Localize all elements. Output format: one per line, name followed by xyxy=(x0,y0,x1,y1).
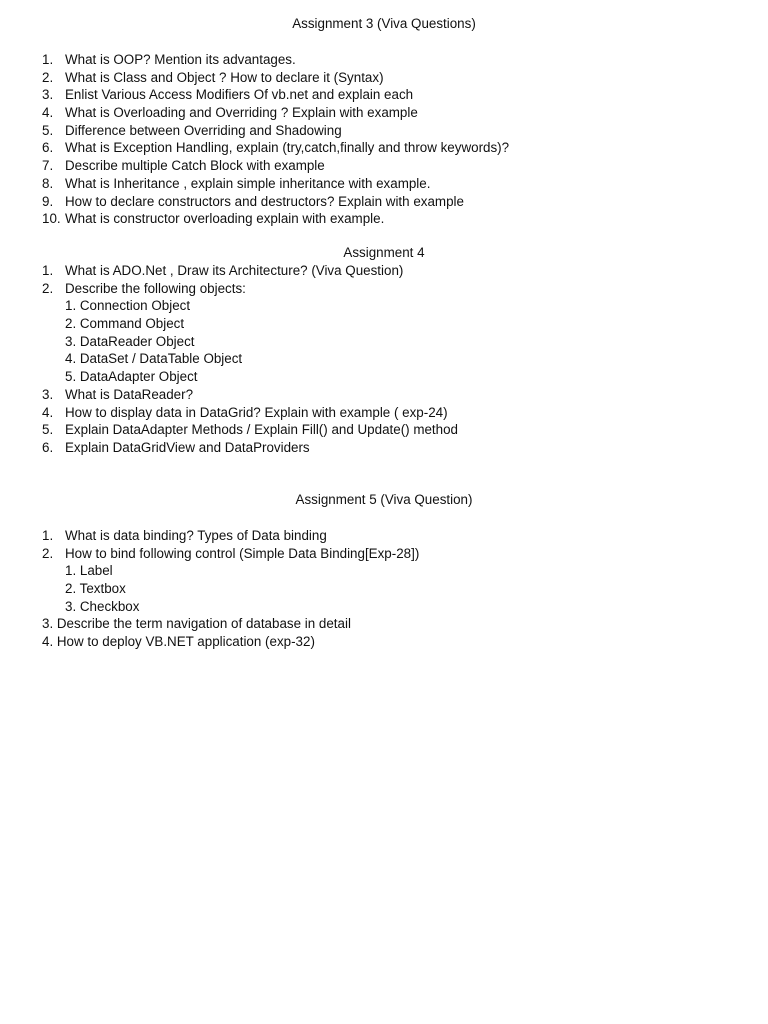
item-text: What is Exception Handling, explain (try,catch,finally and throw keywords)? xyxy=(65,140,510,156)
assignment-3-heading: Assignment 3 (Viva Questions) xyxy=(292,16,476,31)
item-number: 1. xyxy=(42,528,54,543)
subitem-text: 3. Checkbox xyxy=(65,598,140,614)
item-number: 6. xyxy=(42,439,54,455)
subitem-text: 3. DataReader Object xyxy=(65,333,195,349)
item-number: 5. xyxy=(42,122,54,138)
item-number: 4. xyxy=(42,404,54,420)
item-number: 7. xyxy=(42,158,54,174)
item-text: How to declare constructors and destructors? Explain with example xyxy=(65,193,464,209)
item-text: Describe multiple Catch Block with example xyxy=(65,158,325,174)
item-text: What is data binding? Types of Data binding xyxy=(65,528,327,543)
item-text: What is Class and Object ? How to declare it (Syntax) xyxy=(65,69,384,85)
item-number: 2. xyxy=(42,69,54,85)
item-text: What is DataReader? xyxy=(65,386,194,402)
item-text: Explain DataGridView and DataProviders xyxy=(65,439,310,455)
subitem-text: 2. Textbox xyxy=(65,581,126,597)
subitem-text: 1. Label xyxy=(65,563,113,579)
item-number: 2. xyxy=(42,545,54,561)
assignment-5-heading: Assignment 5 (Viva Question) xyxy=(295,492,473,507)
item-text: What is Inheritance , explain simple inheritance with example. xyxy=(65,175,431,191)
item-number: 1. xyxy=(42,52,54,67)
item-text: Difference between Overriding and Shadowing xyxy=(65,122,342,138)
item-number: 10. xyxy=(42,211,61,227)
item-text: 3. Describe the term navigation of database in detail xyxy=(42,616,351,632)
subitem-text: 4. DataSet / DataTable Object xyxy=(65,351,243,367)
item-number: 4. xyxy=(42,105,54,121)
item-text: How to bind following control (Simple Data Binding[Exp-28]) xyxy=(65,545,420,561)
item-number: 8. xyxy=(42,175,54,191)
item-number: 2. xyxy=(42,280,54,296)
subitem-text: 1. Connection Object xyxy=(65,298,191,314)
item-number: 9. xyxy=(42,193,54,209)
item-text: Explain DataAdapter Methods / Explain Fill() and Update() method xyxy=(65,422,458,438)
subitem-text: 2. Command Object xyxy=(65,316,185,332)
item-text: What is ADO.Net , Draw its Architecture? (Viva Question) xyxy=(65,263,404,278)
item-text: What is Overloading and Overriding ? Explain with example xyxy=(65,105,418,121)
item-number: 5. xyxy=(42,422,54,438)
item-text: 4. How to deploy VB.NET application (exp-32) xyxy=(42,634,315,650)
item-number: 1. xyxy=(42,263,54,278)
item-number: 3. xyxy=(42,87,54,103)
item-text: How to display data in DataGrid? Explain with example ( exp-24) xyxy=(65,404,448,420)
subitem-text: 5. DataAdapter Object xyxy=(65,369,198,385)
item-text: Describe the following objects: xyxy=(65,280,246,296)
item-text: What is OOP? Mention its advantages. xyxy=(65,52,296,67)
item-number: 6. xyxy=(42,140,54,156)
item-text: Enlist Various Access Modifiers Of vb.net and explain each xyxy=(65,87,414,103)
item-number: 3. xyxy=(42,386,54,402)
assignment-4-heading: Assignment 4 xyxy=(343,245,425,260)
item-text: What is constructor overloading explain with example. xyxy=(65,211,385,227)
